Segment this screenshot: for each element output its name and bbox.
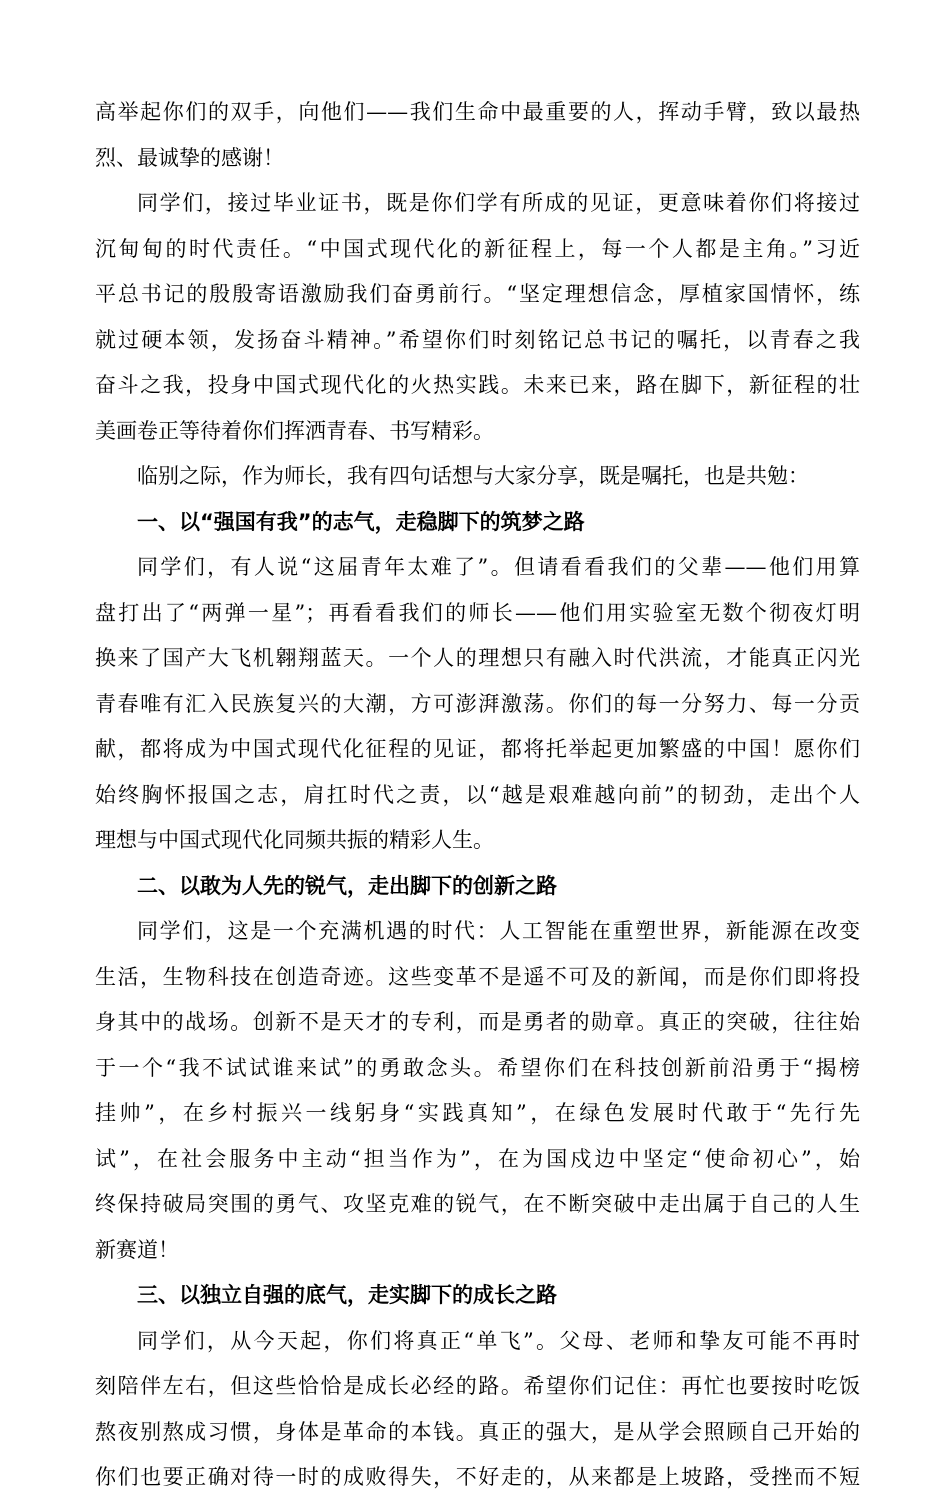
paragraph-line: 沉甸甸的时代责任。“中国式现代化的新征程上，每一个人都是主角。”习近 [95, 236, 860, 261]
paragraph-line: 高举起你们的双手，向他们——我们生命中最重要的人，挥动手臂，致以最热 [95, 100, 860, 124]
paragraph-line: 美画卷正等待着你们挥洒青春、书写精彩。 [95, 418, 494, 443]
paragraph-line: 烈、最诚挚的感谢！ [95, 145, 284, 170]
paragraph-line: 换来了国产大飞机翱翔蓝天。一个人的理想只有融入时代洪流，才能真正闪光 [95, 646, 860, 670]
paragraph-line: 同学们，这是一个充满机遇的时代：人工智能在重塑世界，新能源在改变 [137, 919, 860, 943]
paragraph-line: 试”，在社会服务中主动“担当作为”，在为国戍边中坚定“使命初心”，始 [95, 1146, 860, 1171]
paragraph-line: 挂帅”，在乡村振兴一线躬身“实践真知”，在绿色发展时代敢于“先行先 [95, 1101, 860, 1125]
paragraph-line: 你们也要正确对待一时的成败得失，不好走的，从来都是上坡路，受挫而不短 [95, 1465, 860, 1489]
paragraph-line: 奋斗之我，投身中国式现代化的火热实践。未来已来，路在脚下，新征程的壮 [95, 373, 860, 397]
paragraph-line: 同学们，从今天起，你们将真正“单飞”。父母、老师和挚友可能不再时 [137, 1328, 860, 1353]
paragraph-line: 就过硬本领，发扬奋斗精神。”希望你们时刻铭记总书记的嘱托，以青春之我 [95, 327, 860, 352]
paragraph-line: 于一个“我不试试谁来试”的勇敢念头。希望你们在科技创新前沿勇于“揭榜 [95, 1055, 860, 1080]
paragraph-line: 生活，生物科技在创造奇迹。这些变革不是遥不可及的新闻，而是你们即将投 [95, 964, 860, 989]
paragraph-line: 青春唯有汇入民族复兴的大潮，方可澎湃激荡。你们的每一分努力、每一分贡 [95, 691, 860, 716]
paragraph-line: 盘打出了“两弹一星”；再看看我们的师长——他们用实验室无数个彻夜灯明 [95, 600, 860, 625]
paragraph-line: 熬夜别熬成习惯，身体是革命的本钱。真正的强大，是从学会照顾自己开始的 [95, 1419, 860, 1444]
paragraph-line: 献，都将成为中国式现代化征程的见证，都将托举起更加繁盛的中国！愿你们 [95, 737, 860, 761]
document-page [95, 90, 860, 1501]
paragraph-line: 身其中的战场。创新不是天才的专利，而是勇者的勋章。真正的突破，往往始 [95, 1010, 860, 1034]
paragraph-line: 始终胸怀报国之志，肩扛时代之责，以“越是艰难越向前”的韧劲，走出个人 [95, 782, 860, 807]
paragraph-line: 新赛道！ [95, 1237, 179, 1262]
paragraph-line: 刻陪伴左右，但这些恰恰是成长必经的路。希望你们记住：再忙也要按时吃饭 [95, 1374, 860, 1398]
paragraph-line: 同学们，接过毕业证书，既是你们学有所成的见证，更意味着你们将接过 [137, 191, 860, 215]
paragraph-line: 同学们，有人说“这届青年太难了”。但请看看我们的父辈——他们用算 [137, 555, 860, 579]
section-heading: 一、以“强国有我”的志气，走稳脚下的筑梦之路 [137, 509, 585, 534]
paragraph-line: 平总书记的殷殷寄语激励我们奋勇前行。“坚定理想信念，厚植家国情怀，练 [95, 282, 860, 306]
paragraph-line: 临别之际，作为师长，我有四句话想与大家分享，既是嘱托，也是共勉： [137, 464, 809, 488]
section-heading: 二、以敢为人先的锐气，走出脚下的创新之路 [137, 873, 557, 898]
section-heading: 三、以独立自强的底气，走实脚下的成长之路 [137, 1283, 557, 1307]
paragraph-line: 终保持破局突围的勇气、攻坚克难的锐气，在不断突破中走出属于自己的人生 [95, 1192, 860, 1216]
paragraph-line: 理想与中国式现代化同频共振的精彩人生。 [95, 828, 494, 852]
